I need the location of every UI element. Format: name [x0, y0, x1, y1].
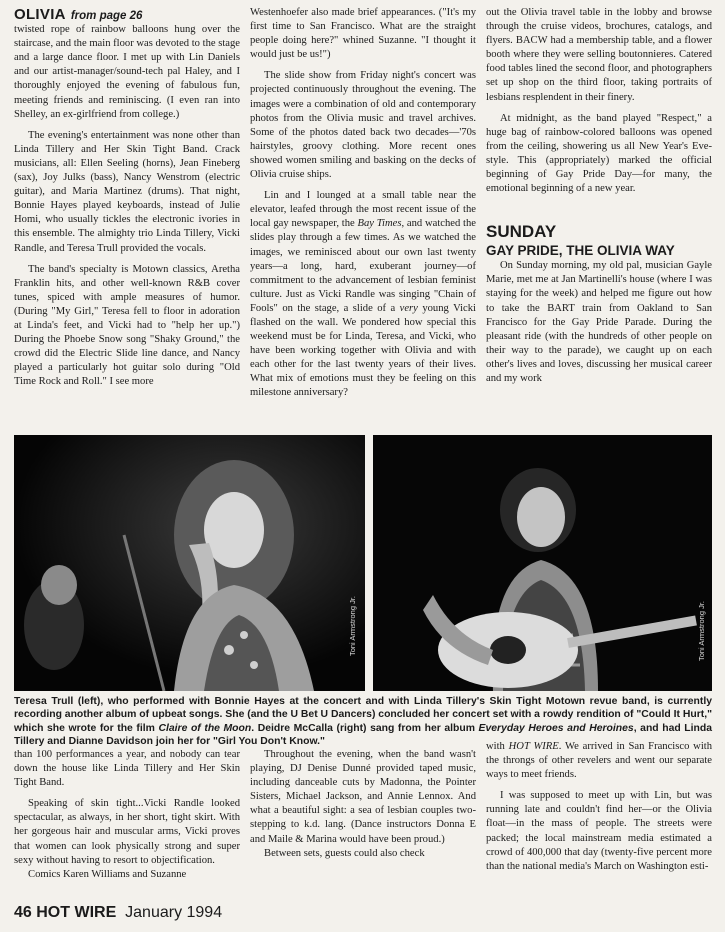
magazine-name: HOT WIRE [508, 741, 559, 752]
magazine-title: HOT WIRE [36, 904, 117, 921]
page-footer [14, 904, 222, 922]
paragraph: than 100 performances a year, and nobody can tear down the house like Linda Tillery and Her Skin Tight Band. [14, 749, 240, 789]
film-title: Claire of the Moon [158, 722, 252, 734]
newspaper-title: Bay Times [357, 218, 402, 230]
section-subheading: GAY PRIDE, THE OLIVIA WAY [486, 243, 675, 259]
emphasis: very [399, 302, 418, 314]
paragraph: At midnight, as the band played "Respect," a huge bag of rainbow-colored balloons was opened from the ceiling, showering us all New Year's Eve-style. This (appropriately) marked the official beginning of Gay Pride Day—for many, the emotional beginning of a new year. [486, 112, 712, 195]
column-4 [14, 748, 240, 882]
photo-deidre-mccalla [373, 435, 712, 691]
issue-date: January 1994 [125, 904, 223, 921]
paragraph: The slide show from Friday night's concert was projected continuously throughout the evening. The images were a combination of old and contemporary photos from the Olivia music and travel archives. Some of the photos dated back two decades—'70s hairstyles, groovy clothing. More recent ones showed women smiling and basking on the decks of Olivia cruise ships. [250, 70, 476, 181]
paragraph: twisted rope of rainbow balloons hung over the staircase, and the main floor was devoted to the stage and a large dance floor. I met up with Lin Daniels and our artist-manager/sound-tech pal Haley, and I thoroughly enjoyed the evening of fabulous fun, meeting friends and reminiscing. (I even ran into Shelley, an ex-girlfriend from college.) [14, 24, 240, 120]
section-title: OLIVIA [14, 6, 66, 23]
column-3 [486, 6, 712, 386]
section-kicker [14, 8, 240, 23]
photo-credit: Toni Armstrong Jr. [697, 600, 706, 661]
paragraph: Lin and I lounged at a small table near the elevator, leafed through the most recent issue of the local gay newspaper, the Bay Times, and watched the slides play through a few times. As we watched the images, we reminisced about our own last twenty years—a long, hard, exuberant journey—of commitment to the advancement of lesbian feminist culture. Just as Vicki Randle was singing "Chain of Fools" on the stage, a slide of a very young Vicki flashed on the wall. We pondered how special this weekend must be for Linda, Teresa, and Vicki, who have been working together with Olivia and with each other for the last twenty years of their lives. What mix of emotions must they be feeling on this milestone anniversary? [250, 190, 476, 399]
concert-photo-left [14, 435, 365, 691]
paragraph: Comics Karen Williams and Suzanne [28, 868, 187, 880]
column-5 [250, 748, 476, 861]
paragraph: I was supposed to meet up with Lin, but was running late and couldn't find her—or the Olivia float—in the mass of people. The streets were packed; the local mainstream media estimated a crowd of 400,000 that day (twenty-five percent more than the national media's March on Washington esti- [486, 790, 712, 872]
paragraph: Between sets, guests could also check [264, 847, 425, 859]
paragraph: Westenhoefer also made brief appearances. ("It's my first time to San Francisco. What are the straight people doing here?" whined Suzanne. "I thought it would just be us!") [250, 7, 476, 61]
page-number: 46 [14, 904, 32, 921]
paragraph: with HOT WIRE. We arrived in San Francisco with the throngs of other revelers and went our separate ways to meet friends. [486, 741, 712, 781]
column-1 [14, 8, 240, 389]
paragraph: Throughout the evening, when the band wasn't playing, DJ Denise Dunné provided taped music, including danceable cuts by Madonna, the Pointer Sisters, Michael Jackson, and Annie Lennox. And what a beautiful sight: a sea of lesbian couples two-stepping to k.d. lang. (Dance instructors Donna E and Maile & Marina would have been proud.) [250, 749, 476, 845]
continued-from: from page 26 [70, 10, 143, 22]
paragraph: The band's specialty is Motown classics, Aretha Franklin hits, and other well-known R&B cover tunes, spiced with ample measures of humor. (During "My Girl," Teresa fell to floor in adoration at Linda's feet, and Vicki had to "help her up.") During the Phoebe Snow song "Shaky Ground," the crowd did the Electric Slide line dance, and Nancy played a particularly hot guitar solo during "Old Time Rock and Roll." I see more [14, 263, 240, 388]
paragraph: Speaking of skin tight...Vicki Randle looked spectacular, as always, in her short, tight skirt. With her gorgeous hair and muscular arms, Vicki proves that women can look physically strong and super sexy without having to resort to objectification. [14, 798, 240, 866]
paragraph: On Sunday morning, my old pal, musician Gayle Marie, met me at Jan Martinelli's house (where I was staying for the week) and helped me figure out how to take the BART train from Oakland to San Francisco for the Gay Pride Parade. During the pleasant ride (with the hundreds of other people on their way to the parade), we caught up on each other's lives and loves, discussing her musical career and my work [486, 260, 712, 384]
paragraph: out the Olivia travel table in the lobby and browse through the cruise videos, brochures, catalogs, and flyers. BACW had a membership table, and a flower booth where they were selling boutonnieres. Catered food tables lined the second floor, and photographers set up shop on the third floor, taking portraits of lesbians resplendent in their finery. [486, 7, 712, 103]
column-2 [250, 6, 476, 401]
album-title: Everyday Heroes and Heroines [478, 722, 634, 734]
photo-credit: Toni Armstrong Jr. [348, 595, 357, 656]
paragraph: The evening's entertainment was none other than Linda Tillery and Her Skin Tight Band. Crack musicians, all: Ellen Seeling (horns), Jean Fineberg (sax), Joy Julks (bass), Nancy Wenstrom (electric guitar), and Maria Martinez (drums). That night, Bonnie Hayes played keyboards, instead of Julie Homi, who usually tickles the electronic ivories in this ensemble. The almighty trio Linda Tillery, Vicki Randle, and Teresa Trull provided the vocals. [14, 129, 240, 254]
section-heading: SUNDAY [486, 222, 557, 242]
photo-caption: Teresa Trull (left), who performed with Bonnie Hayes at the concert and with Linda Tillery's Skin Tight Motown revue band, is currently recording another album of upbeat songs. She (and the U Bet U Dancers) concluded her concert set with a rowdy rendition of "Could It Hurt," which she wrote for the film Claire of the Moon. Deidre McCalla (right) sang from her album Everyday Heroes and Heroines, and had Linda Tillery and Dianne Davidson join her for "Girl You Don't Know." [14, 696, 713, 748]
photo-teresa-trull [14, 435, 365, 691]
column-6 [486, 740, 712, 874]
concert-photo-right [373, 435, 712, 691]
